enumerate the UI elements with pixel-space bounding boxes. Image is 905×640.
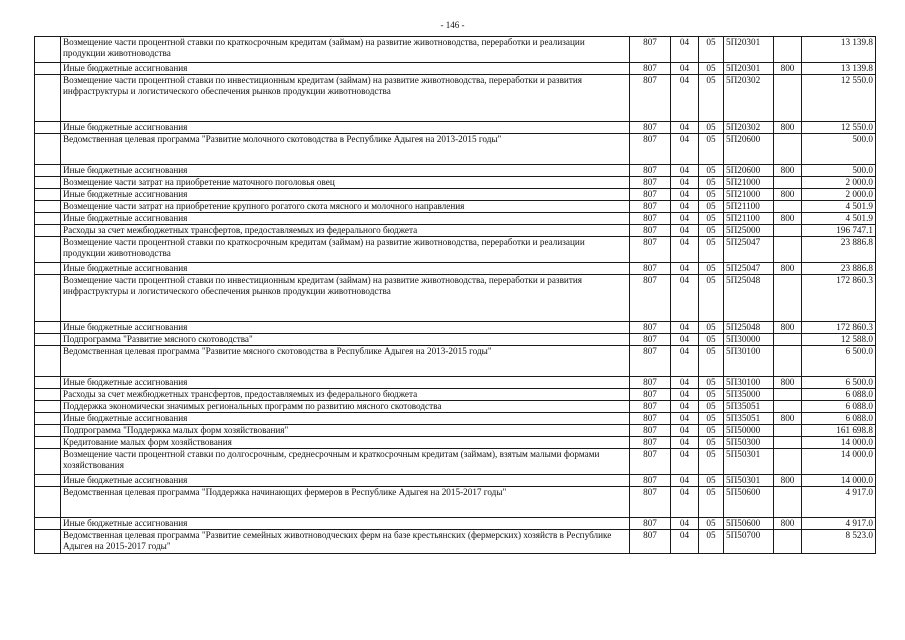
row-target-code: 5П20302 (724, 75, 774, 122)
row-section: 04 (671, 334, 699, 346)
row-subsection: 05 (699, 189, 724, 201)
row-target-code: 5П21000 (724, 189, 774, 201)
row-name: Ведомственная целевая программа "Развитие молочного скотоводства в Республике Адыгея на 2013-2015 годы" (61, 134, 630, 165)
row-sum: 6 500.0 (802, 346, 876, 377)
row-expense-type (774, 134, 802, 165)
row-subsection: 05 (699, 334, 724, 346)
row-admin-code: 807 (630, 37, 671, 63)
row-sum: 4 917.0 (802, 487, 876, 518)
row-sum: 6 088.0 (802, 413, 876, 425)
table-row (35, 37, 876, 63)
row-sum: 500.0 (802, 165, 876, 177)
row-subsection: 05 (699, 346, 724, 377)
row-name: Кредитование малых форм хозяйствования (61, 437, 630, 449)
table-row (35, 401, 876, 413)
row-expense-type: 800 (774, 122, 802, 134)
row-sum: 172 860.3 (802, 275, 876, 322)
row-subsection: 05 (699, 75, 724, 122)
row-target-code: 5П50600 (724, 518, 774, 530)
row-target-code: 5П50300 (724, 437, 774, 449)
row-target-code: 5П20301 (724, 63, 774, 75)
row-admin-code: 807 (630, 530, 671, 554)
table-row (35, 475, 876, 487)
row-number-cell (35, 334, 61, 346)
row-name: Расходы за счет межбюджетных трансфертов, предоставляемых из федерального бюджета (61, 389, 630, 401)
row-target-code: 5П50000 (724, 425, 774, 437)
row-section: 04 (671, 189, 699, 201)
row-expense-type (774, 401, 802, 413)
row-target-code: 5П20302 (724, 122, 774, 134)
row-subsection: 05 (699, 237, 724, 263)
row-target-code: 5П21100 (724, 213, 774, 225)
row-section: 04 (671, 413, 699, 425)
row-admin-code: 807 (630, 165, 671, 177)
row-section: 04 (671, 237, 699, 263)
table-row (35, 213, 876, 225)
row-sum: 6 088.0 (802, 401, 876, 413)
row-admin-code: 807 (630, 134, 671, 165)
row-expense-type: 800 (774, 322, 802, 334)
table-row (35, 437, 876, 449)
row-expense-type (774, 75, 802, 122)
row-section: 04 (671, 37, 699, 63)
row-name: Возмещение части процентной ставки по краткосрочным кредитам (займам) на развитие животноводства, переработки и реализации продукции животноводства (61, 37, 630, 63)
row-section: 04 (671, 530, 699, 554)
row-number-cell (35, 475, 61, 487)
row-target-code: 5П20600 (724, 165, 774, 177)
row-name: Возмещение части процентной ставки по инвестиционным кредитам (займам) на развитие животноводства, переработки и развития инфраструктуры и логистического обеспечения рынков продукции животноводства (61, 75, 630, 122)
row-section: 04 (671, 201, 699, 213)
row-target-code: 5П25048 (724, 322, 774, 334)
row-subsection: 05 (699, 213, 724, 225)
row-sum: 2 000.0 (802, 177, 876, 189)
table-row (35, 346, 876, 377)
row-admin-code: 807 (630, 189, 671, 201)
row-sum: 2 000.0 (802, 189, 876, 201)
row-name: Возмещение части процентной ставки по инвестиционным кредитам (займам) на развитие животноводства, переработки и развития инфраструктуры и логистического обеспечения рынков продукции животноводства (61, 275, 630, 322)
row-sum: 14 000.0 (802, 449, 876, 475)
row-subsection: 05 (699, 134, 724, 165)
row-number-cell (35, 37, 61, 63)
row-admin-code: 807 (630, 213, 671, 225)
row-name: Расходы за счет межбюджетных трансфертов, предоставляемых из федерального бюджета (61, 225, 630, 237)
row-admin-code: 807 (630, 518, 671, 530)
row-expense-type (774, 487, 802, 518)
table-row (35, 177, 876, 189)
row-sum: 13 139.8 (802, 37, 876, 63)
row-expense-type (774, 201, 802, 213)
row-section: 04 (671, 213, 699, 225)
row-target-code: 5П21000 (724, 177, 774, 189)
row-target-code: 5П25047 (724, 263, 774, 275)
table-row (35, 201, 876, 213)
row-subsection: 05 (699, 225, 724, 237)
row-number-cell (35, 437, 61, 449)
row-admin-code: 807 (630, 322, 671, 334)
row-admin-code: 807 (630, 177, 671, 189)
table-row (35, 134, 876, 165)
row-number-cell (35, 134, 61, 165)
row-sum: 23 886.8 (802, 237, 876, 263)
table-row (35, 165, 876, 177)
row-admin-code: 807 (630, 334, 671, 346)
row-name: Возмещение части затрат на приобретение крупного рогатого скота мясного и молочного направления (61, 201, 630, 213)
row-sum: 14 000.0 (802, 475, 876, 487)
row-name: Иные бюджетные ассигнования (61, 377, 630, 389)
table-row (35, 263, 876, 275)
row-subsection: 05 (699, 201, 724, 213)
row-target-code: 5П30000 (724, 334, 774, 346)
row-number-cell (35, 346, 61, 377)
row-number-cell (35, 165, 61, 177)
row-number-cell (35, 201, 61, 213)
row-number-cell (35, 189, 61, 201)
row-expense-type (774, 225, 802, 237)
row-expense-type (774, 530, 802, 554)
row-number-cell (35, 377, 61, 389)
row-admin-code: 807 (630, 75, 671, 122)
row-number-cell (35, 530, 61, 554)
row-admin-code: 807 (630, 225, 671, 237)
row-subsection: 05 (699, 401, 724, 413)
row-sum: 196 747.1 (802, 225, 876, 237)
table-row (35, 530, 876, 554)
table-row (35, 377, 876, 389)
row-expense-type: 800 (774, 63, 802, 75)
row-name: Иные бюджетные ассигнования (61, 213, 630, 225)
row-sum: 6 500.0 (802, 377, 876, 389)
row-expense-type (774, 334, 802, 346)
row-section: 04 (671, 377, 699, 389)
row-number-cell (35, 237, 61, 263)
table-row (35, 275, 876, 322)
row-subsection: 05 (699, 530, 724, 554)
row-name: Ведомственная целевая программа "Развитие мясного скотоводства в Республике Адыгея на 2013-2015 годы" (61, 346, 630, 377)
row-admin-code: 807 (630, 122, 671, 134)
row-admin-code: 807 (630, 275, 671, 322)
row-target-code: 5П25000 (724, 225, 774, 237)
table-row (35, 334, 876, 346)
row-number-cell (35, 322, 61, 334)
table-row (35, 322, 876, 334)
row-admin-code: 807 (630, 377, 671, 389)
row-subsection: 05 (699, 425, 724, 437)
row-subsection: 05 (699, 389, 724, 401)
row-number-cell (35, 75, 61, 122)
row-expense-type: 800 (774, 413, 802, 425)
row-section: 04 (671, 75, 699, 122)
row-section: 04 (671, 518, 699, 530)
row-expense-type (774, 437, 802, 449)
table-row (35, 75, 876, 122)
row-name: Возмещение части процентной ставки по краткосрочным кредитам (займам) на развитие животноводства, переработки и реализации продукции животноводства (61, 237, 630, 263)
row-sum: 12 550.0 (802, 122, 876, 134)
row-sum: 13 139.8 (802, 63, 876, 75)
row-sum: 4 501.9 (802, 201, 876, 213)
row-section: 04 (671, 346, 699, 377)
row-section: 04 (671, 487, 699, 518)
row-subsection: 05 (699, 177, 724, 189)
row-section: 04 (671, 401, 699, 413)
row-subsection: 05 (699, 518, 724, 530)
row-admin-code: 807 (630, 201, 671, 213)
table-body (35, 37, 876, 554)
row-subsection: 05 (699, 322, 724, 334)
row-section: 04 (671, 275, 699, 322)
row-sum: 4 501.9 (802, 213, 876, 225)
row-name: Ведомственная целевая программа "Поддержка начинающих фермеров в Республике Адыгея на 2015-2017 годы" (61, 487, 630, 518)
row-target-code: 5П30100 (724, 346, 774, 377)
row-expense-type (774, 237, 802, 263)
row-section: 04 (671, 165, 699, 177)
table-row (35, 449, 876, 475)
row-section: 04 (671, 263, 699, 275)
row-name: Иные бюджетные ассигнования (61, 165, 630, 177)
row-number-cell (35, 413, 61, 425)
row-sum: 14 000.0 (802, 437, 876, 449)
row-target-code: 5П35000 (724, 389, 774, 401)
row-name: Иные бюджетные ассигнования (61, 322, 630, 334)
row-expense-type (774, 177, 802, 189)
table-row (35, 518, 876, 530)
row-expense-type (774, 389, 802, 401)
row-number-cell (35, 122, 61, 134)
row-target-code: 5П35051 (724, 413, 774, 425)
row-section: 04 (671, 437, 699, 449)
row-sum: 172 860.3 (802, 322, 876, 334)
table-row (35, 225, 876, 237)
row-admin-code: 807 (630, 63, 671, 75)
row-subsection: 05 (699, 263, 724, 275)
table-row (35, 237, 876, 263)
row-subsection: 05 (699, 377, 724, 389)
row-target-code: 5П35051 (724, 401, 774, 413)
row-sum: 12 550.0 (802, 75, 876, 122)
row-expense-type (774, 275, 802, 322)
row-section: 04 (671, 134, 699, 165)
row-section: 04 (671, 63, 699, 75)
row-admin-code: 807 (630, 449, 671, 475)
row-target-code: 5П20301 (724, 37, 774, 63)
row-target-code: 5П20600 (724, 134, 774, 165)
row-expense-type: 800 (774, 263, 802, 275)
row-expense-type (774, 346, 802, 377)
row-subsection: 05 (699, 487, 724, 518)
table-row (35, 389, 876, 401)
row-number-cell (35, 275, 61, 322)
row-section: 04 (671, 122, 699, 134)
row-name: Ведомственная целевая программа "Развитие семейных животноводческих ферм на базе крестьянских (фермерских) хозяйств в Республике Адыгея на 2015-2017 годы" (61, 530, 630, 554)
row-admin-code: 807 (630, 425, 671, 437)
row-name: Подпрограмма "Поддержка малых форм хозяйствования" (61, 425, 630, 437)
row-section: 04 (671, 475, 699, 487)
row-admin-code: 807 (630, 346, 671, 377)
row-name: Возмещение части затрат на приобретение маточного поголовья овец (61, 177, 630, 189)
row-admin-code: 807 (630, 401, 671, 413)
row-target-code: 5П25047 (724, 237, 774, 263)
row-subsection: 05 (699, 275, 724, 322)
row-section: 04 (671, 449, 699, 475)
row-target-code: 5П50600 (724, 487, 774, 518)
row-subsection: 05 (699, 437, 724, 449)
row-expense-type: 800 (774, 377, 802, 389)
table-row (35, 63, 876, 75)
row-expense-type: 800 (774, 213, 802, 225)
row-name: Подпрограмма "Развитие мясного скотоводства" (61, 334, 630, 346)
row-number-cell (35, 389, 61, 401)
table-row (35, 189, 876, 201)
row-number-cell (35, 263, 61, 275)
row-name: Иные бюджетные ассигнования (61, 475, 630, 487)
row-expense-type: 800 (774, 518, 802, 530)
row-name: Иные бюджетные ассигнования (61, 189, 630, 201)
row-subsection: 05 (699, 63, 724, 75)
table-row (35, 425, 876, 437)
row-sum: 161 698.8 (802, 425, 876, 437)
row-subsection: 05 (699, 413, 724, 425)
row-name: Иные бюджетные ассигнования (61, 263, 630, 275)
row-expense-type: 800 (774, 475, 802, 487)
row-section: 04 (671, 389, 699, 401)
row-number-cell (35, 213, 61, 225)
row-target-code: 5П50301 (724, 475, 774, 487)
row-expense-type (774, 425, 802, 437)
row-number-cell (35, 518, 61, 530)
table-row (35, 413, 876, 425)
row-name: Иные бюджетные ассигнования (61, 518, 630, 530)
row-name: Иные бюджетные ассигнования (61, 413, 630, 425)
row-number-cell (35, 425, 61, 437)
row-section: 04 (671, 177, 699, 189)
row-admin-code: 807 (630, 487, 671, 518)
row-sum: 6 088.0 (802, 389, 876, 401)
row-number-cell (35, 63, 61, 75)
row-admin-code: 807 (630, 413, 671, 425)
row-sum: 8 523.0 (802, 530, 876, 554)
row-section: 04 (671, 322, 699, 334)
row-number-cell (35, 177, 61, 189)
row-expense-type: 800 (774, 189, 802, 201)
row-section: 04 (671, 225, 699, 237)
row-admin-code: 807 (630, 237, 671, 263)
budget-table (34, 36, 876, 554)
row-sum: 500.0 (802, 134, 876, 165)
row-name: Иные бюджетные ассигнования (61, 63, 630, 75)
row-target-code: 5П21100 (724, 201, 774, 213)
row-sum: 12 588.0 (802, 334, 876, 346)
row-subsection: 05 (699, 165, 724, 177)
page-number: - 146 - (440, 20, 465, 30)
row-target-code: 5П30100 (724, 377, 774, 389)
row-number-cell (35, 449, 61, 475)
row-subsection: 05 (699, 37, 724, 63)
table-row (35, 122, 876, 134)
row-number-cell (35, 401, 61, 413)
row-expense-type: 800 (774, 165, 802, 177)
row-section: 04 (671, 425, 699, 437)
row-subsection: 05 (699, 122, 724, 134)
row-sum: 23 886.8 (802, 263, 876, 275)
row-name: Возмещение части процентной ставки по долгосрочным, среднесрочным и краткосрочным кредитам (займам), взятым малыми формами хозяйствования (61, 449, 630, 475)
row-sum: 4 917.0 (802, 518, 876, 530)
row-target-code: 5П50301 (724, 449, 774, 475)
row-expense-type (774, 37, 802, 63)
row-subsection: 05 (699, 475, 724, 487)
row-number-cell (35, 225, 61, 237)
row-admin-code: 807 (630, 475, 671, 487)
row-name: Поддержка экономически значимых региональных программ по развитию мясного скотоводства (61, 401, 630, 413)
row-admin-code: 807 (630, 389, 671, 401)
row-subsection: 05 (699, 449, 724, 475)
row-admin-code: 807 (630, 263, 671, 275)
row-number-cell (35, 487, 61, 518)
row-expense-type (774, 449, 802, 475)
row-target-code: 5П50700 (724, 530, 774, 554)
row-target-code: 5П25048 (724, 275, 774, 322)
row-admin-code: 807 (630, 437, 671, 449)
table-row (35, 487, 876, 518)
row-name: Иные бюджетные ассигнования (61, 122, 630, 134)
